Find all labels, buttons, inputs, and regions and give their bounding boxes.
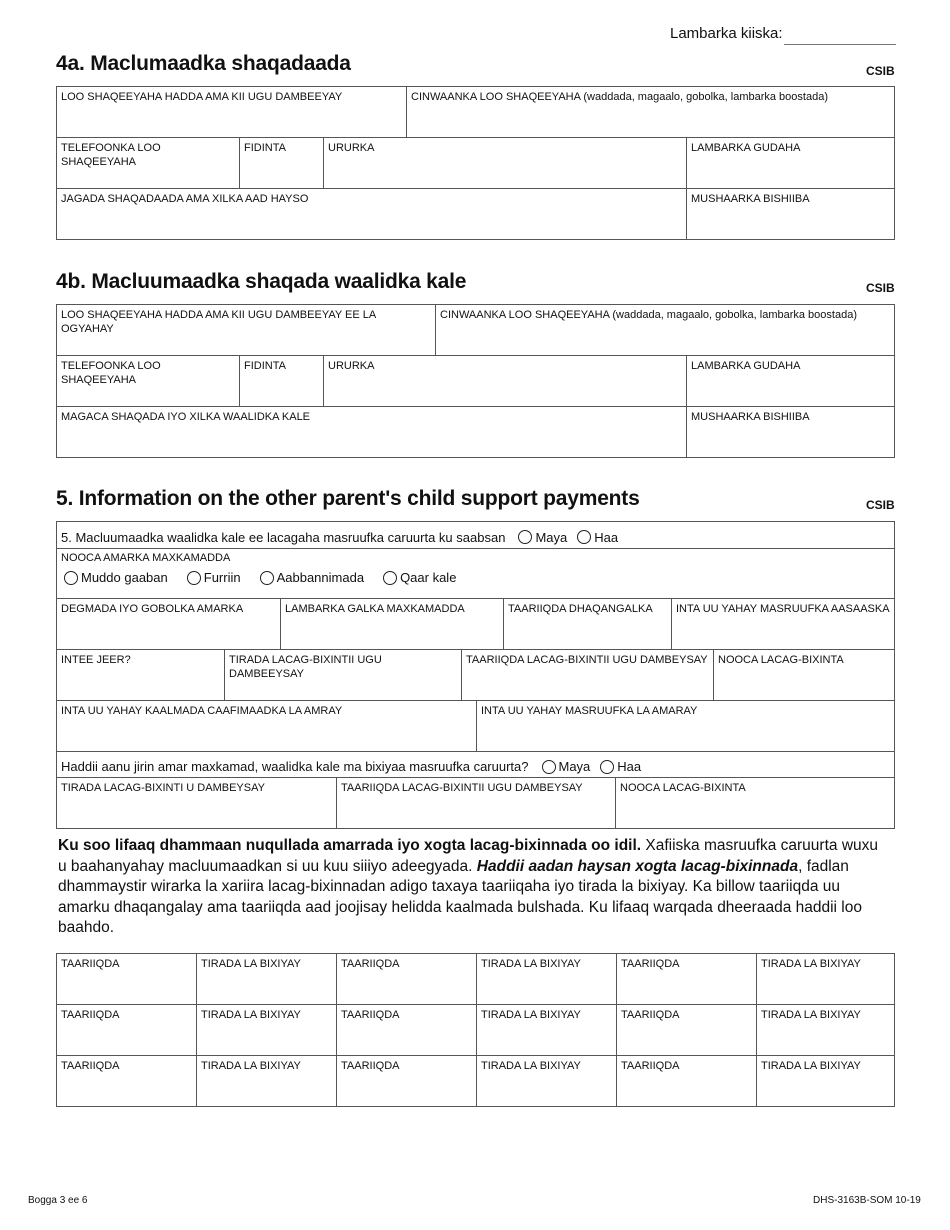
organization-field[interactable] <box>323 138 686 188</box>
order-county-field[interactable] <box>57 599 280 649</box>
section-4a-tag: CSIB <box>866 64 895 78</box>
field-label: TIRADA LA BIXIYAY <box>761 1009 861 1021</box>
table-row <box>57 1004 894 1055</box>
payment-amount-cell[interactable] <box>196 954 336 1004</box>
field-label: TAARIIQDA <box>621 958 680 970</box>
order-type-option[interactable] <box>380 570 456 585</box>
frequency-field[interactable] <box>57 650 224 700</box>
other-employer-address-field[interactable] <box>435 305 894 355</box>
section-4b-tag: CSIB <box>866 281 895 295</box>
ordered-support-amount-field[interactable] <box>476 701 894 751</box>
field-label: NOOCA LACAG-BIXINTA <box>718 654 844 666</box>
field-label: TAARIIQDA <box>341 1009 400 1021</box>
payment-date-cell[interactable] <box>616 1005 756 1055</box>
field-label: TIRADA LA BIXIYAY <box>761 958 861 970</box>
medical-support-amount-field[interactable] <box>57 701 476 751</box>
radio-icon[interactable] <box>64 571 78 585</box>
radio-icon[interactable] <box>518 530 532 544</box>
option-label: Maya <box>558 759 591 774</box>
section-4b-title: 4b. Macluumaadka shaqada waalidka kale <box>56 270 467 293</box>
question-text: 5. Macluumaadka waalidka kale ee lacagaha masruufka caruurta ku saabsan <box>61 529 506 545</box>
payment-date-cell[interactable] <box>57 1056 196 1106</box>
field-label: LAMBARKA GALKA MAXKAMADDA <box>285 603 465 615</box>
payment-date-cell[interactable] <box>336 1005 476 1055</box>
field-label: TIRADA LACAG-BIXINTI U DAMBEYSAY <box>61 782 265 794</box>
payment-date-cell[interactable] <box>57 954 196 1004</box>
field-label: MAGACA SHAQADA IYO XILKA WAALIDKA KALE <box>61 411 311 423</box>
option-no[interactable] <box>505 530 567 545</box>
field-label: TAARIIQDA <box>61 958 120 970</box>
section-4b-form <box>56 304 895 458</box>
form-id: DHS-3163B-SOM 10-19 <box>813 1195 921 1206</box>
payment-amount-cell[interactable] <box>756 1005 894 1055</box>
option-label: Haa <box>594 529 619 545</box>
instructions-text-1: Xafiiska masruufka caruurta wuxu u baahanyahay macluumaadkan si uu kuu siiiyo adeegyada. <box>58 837 878 875</box>
court-file-number-field[interactable] <box>280 599 503 649</box>
radio-icon[interactable] <box>187 571 201 585</box>
employer-field[interactable] <box>57 87 406 137</box>
section-4a-title: 4a. Maclumaadka shaqadaada <box>56 52 351 75</box>
field-label: LOO SHAQEEYAHA HADDA AMA KII UGU DAMBEEYAY EE LA OGYAHAY <box>61 309 376 335</box>
field-label: URURKA <box>328 142 375 154</box>
field-label: TIRADA LA BIXIYAY <box>481 958 581 970</box>
field-label: LAMBARKA GUDAHA <box>691 360 801 372</box>
field-label: INTA UU YAHAY MASRUUFKA LA AMARAY <box>481 705 698 717</box>
field-label: INTEE JEER? <box>61 654 131 666</box>
field-label: CINWAANKA LOO SHAQEEYAHA (waddada, magaalo, gobolka, lambarka boostada) <box>440 309 857 321</box>
payments-table <box>56 953 895 1107</box>
field-label: NOOCA LACAG-BIXINTA <box>620 782 746 794</box>
option-no[interactable] <box>529 759 591 774</box>
option-label: Qaar kale <box>400 570 457 585</box>
support-info-question <box>57 522 894 548</box>
field-label: JAGADA SHAQADAADA AMA XILKA AAD HAYSO <box>61 193 309 205</box>
option-label: Aabbannimada <box>276 570 365 585</box>
radio-icon[interactable] <box>383 571 397 585</box>
table-row <box>57 954 894 1004</box>
order-type-option[interactable] <box>61 570 168 585</box>
field-label: TIRADA LA BIXIYAY <box>481 1009 581 1021</box>
other-phone-ext-field[interactable] <box>239 356 323 406</box>
field-label: FIDINTA <box>244 360 286 372</box>
field-label: FIDINTA <box>244 142 286 154</box>
other-job-title-field[interactable] <box>57 407 686 457</box>
field-label: INTA UU YAHAY KAALMADA CAAFIMAADKA LA AMRAY <box>61 705 343 717</box>
payment-type-field[interactable] <box>713 650 894 700</box>
option-label: Haa <box>617 759 642 774</box>
field-label: TIRADA LA BIXIYAY <box>481 1060 581 1072</box>
field-label: DEGMADA IYO GOBOLKA AMARKA <box>61 603 244 615</box>
payment-date-cell[interactable] <box>616 1056 756 1106</box>
field-label: CINWAANKA LOO SHAQEEYAHA (waddada, magaalo, gobolka, lambarka boostada) <box>411 91 828 103</box>
field-label: TAARIIQDA <box>61 1060 120 1072</box>
last-payment-amount-field[interactable] <box>224 650 461 700</box>
employer-phone-field[interactable] <box>57 138 239 188</box>
instructions-paragraph <box>58 836 878 939</box>
phone-ext-field[interactable] <box>239 138 323 188</box>
field-label: TELEFOONKA LOO SHAQEEYAHA <box>61 360 161 386</box>
order-type-label: NOOCA AMARKA MAXKAMADDA <box>61 552 231 564</box>
field-label: TIRADA LA BIXIYAY <box>201 958 301 970</box>
table-row <box>57 1055 894 1106</box>
option-label: Furriin <box>203 570 241 585</box>
payment-amount-cell[interactable] <box>756 954 894 1004</box>
field-label: URURKA <box>328 360 375 372</box>
effective-date-field[interactable] <box>503 599 671 649</box>
last-amount-paid-field[interactable] <box>57 778 336 828</box>
radio-icon[interactable] <box>542 760 556 774</box>
field-label: TAARIIQDA LACAG-BIXINTII UGU DAMBEYSAY <box>466 654 708 666</box>
other-unit-number-field[interactable] <box>686 356 894 406</box>
order-type-option[interactable] <box>257 570 364 585</box>
job-title-field[interactable] <box>57 189 686 239</box>
field-label: TAARIIQDA <box>341 958 400 970</box>
instructions-text-2: , fadlan dhammaystir wirarka la xariira lacag-bixinnadan adigo taxaya taariiqaha iyo tirada la bixiyay. Ka billow taariiqda uu amarku dhaqangalay ama taariiqda aad joojisay helidda kaalmada bulshada. Ku lifaaq warqada dheeraada haddii loo baahdo. <box>58 857 862 937</box>
field-label: MUSHAARKA BISHIIBA <box>691 193 810 205</box>
payment-amount-cell[interactable] <box>476 1056 616 1106</box>
radio-icon[interactable] <box>577 530 591 544</box>
option-label: Maya <box>535 529 568 545</box>
payment-amount-cell[interactable] <box>756 1056 894 1106</box>
court-order-type <box>57 548 894 598</box>
section-5-form <box>56 521 895 829</box>
instructions-emphasis: Haddii aadan haysan xogta lacag-bixinnada <box>476 857 799 875</box>
payment-amount-cell[interactable] <box>476 954 616 1004</box>
section-5-title: 5. Information on the other parent's child support payments <box>56 487 640 510</box>
field-label: MUSHAARKA BISHIIBA <box>691 411 810 423</box>
basic-support-amount-field[interactable] <box>671 599 894 649</box>
case-number-field[interactable] <box>784 44 896 45</box>
option-yes[interactable] <box>590 759 641 774</box>
other-organization-field[interactable] <box>323 356 686 406</box>
other-monthly-pay-field[interactable] <box>686 407 894 457</box>
field-label: LAMBARKA GUDAHA <box>691 142 801 154</box>
case-number-label: Lambarka kiiska: <box>670 25 783 42</box>
payment-date-cell[interactable] <box>57 1005 196 1055</box>
instructions-lead: Ku soo lifaaq dhammaan nuqullada amarrada iyo xogta lacag-bixinnada oo idil. <box>58 837 642 854</box>
payment-amount-cell[interactable] <box>476 1005 616 1055</box>
field-label: TAARIIQDA <box>61 1009 120 1021</box>
payment-amount-cell[interactable] <box>196 1005 336 1055</box>
field-label: TIRADA LA BIXIYAY <box>201 1009 301 1021</box>
field-label: TIRADA LA BIXIYAY <box>761 1060 861 1072</box>
field-label: TAARIIQDA <box>621 1060 680 1072</box>
field-label: LOO SHAQEEYAHA HADDA AMA KII UGU DAMBEEYAY <box>61 91 343 103</box>
unit-number-field[interactable] <box>686 138 894 188</box>
other-employer-phone-field[interactable] <box>57 356 239 406</box>
radio-icon[interactable] <box>260 571 274 585</box>
last-payment-date-field[interactable] <box>461 650 713 700</box>
last-paid-date-field[interactable] <box>336 778 615 828</box>
employer-address-field[interactable] <box>406 87 894 137</box>
field-label: INTA UU YAHAY MASRUUFKA AASAASKA <box>676 603 890 615</box>
field-label: TAARIIQDA LACAG-BIXINTII UGU DAMBEYSAY <box>341 782 583 794</box>
field-label: TIRADA LA BIXIYAY <box>201 1060 301 1072</box>
page-number: Bogga 3 ee 6 <box>28 1195 88 1206</box>
question-text: Haddii aanu jirin amar maxkamad, waalidka kale ma bixiyaa masruufka caruurta? <box>61 759 529 774</box>
option-yes[interactable] <box>567 530 618 545</box>
option-label: Muddo gaaban <box>81 570 168 585</box>
order-type-option[interactable] <box>184 570 241 585</box>
field-label: TIRADA LACAG-BIXINTII UGU DAMBEEYSAY <box>229 654 382 680</box>
field-label: TELEFOONKA LOO SHAQEEYAHA <box>61 142 161 168</box>
payment-date-cell[interactable] <box>336 954 476 1004</box>
paid-type-field[interactable] <box>615 778 894 828</box>
other-employer-field[interactable] <box>57 305 435 355</box>
field-label: TAARIIQDA DHAQANGALKA <box>508 603 653 615</box>
section-5-tag: CSIB <box>866 498 895 512</box>
payment-date-cell[interactable] <box>616 954 756 1004</box>
field-label: TAARIIQDA <box>341 1060 400 1072</box>
monthly-pay-field[interactable] <box>686 189 894 239</box>
payment-amount-cell[interactable] <box>196 1056 336 1106</box>
payment-date-cell[interactable] <box>336 1056 476 1106</box>
field-label: TAARIIQDA <box>621 1009 680 1021</box>
no-order-question <box>57 751 894 777</box>
section-4a-form <box>56 86 895 240</box>
radio-icon[interactable] <box>600 760 614 774</box>
